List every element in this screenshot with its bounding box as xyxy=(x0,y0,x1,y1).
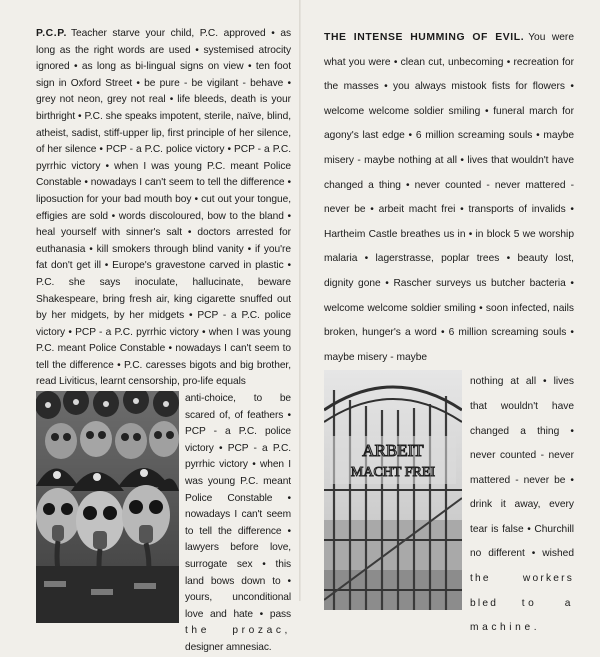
arbeit-macht-frei-gate-photo xyxy=(324,370,462,610)
humming-lyrics-wrap-text xyxy=(470,370,574,641)
humming-lyrics-side: nothing at all • lives that wouldn't have changed a thing • never counted - never mattered - never be • drink it away, every tear is false • Churchill no different • wished xyxy=(470,376,574,560)
gate-sign-arbeit: ARBEIT xyxy=(362,441,424,461)
pcp-lyrics-body: Teacher starve your child, P.C. approved • as long as the right words are used • systemised atrocity ignored • as long as bi-lingual signs on view • ten foot sign in Oxford Street • be pure - be vigilant - behave • grey not neon, grey not real • life bleeds, death is your birthright • P.C. she speaks impotent, sterile, naïve, blind, atheist, sadist, stiff-upper lip, first principle of her silence, of her silence • PCP - a P.C. police victory • PCP - a P.C. pyrrhic victory • when I was young P.C. meant Police Constable • nowadays I can't seem to tell the difference • liposuction for your bad mouth boy • cut out your tongue, effigies are sold • words discoloured, bow to the bland • heal yourself with sinner's salt • doctors arrested for euthanasia • kill smokers through blind vanity • if you're fat don't get ill • Europe's gravestone carved in plastic • P.C. she says inoculate, hallucinate, beware Shakespeare, bring fresh air, king cigarette snuffed out by her midgets, by her midgets • PCP - a P.C. police victory • PCP - a P.C. pyrrhic victory • when I was young P.C. meant Police Constable • nowadays I can't seem to tell the difference • P.C. caresses bigots and big brother, read Liviticus, learnt censorship, pro-life equals xyxy=(36,28,291,388)
police-gas-mask-illustration xyxy=(36,391,179,623)
pcp-lyrics-end: designer amnesiac. xyxy=(185,641,272,653)
humming-title: THE INTENSE HUMMING OF EVIL. xyxy=(324,32,525,43)
right-photo-block xyxy=(324,370,574,634)
pcp-lyrics xyxy=(36,26,291,391)
page-fold-divider xyxy=(299,0,301,601)
humming-lyrics-end: to a machine. xyxy=(470,597,574,634)
humming-lyrics xyxy=(324,26,574,370)
police-gas-mask-photo xyxy=(36,391,179,623)
pcp-lyrics-side: anti-choice, to be scared of, of feathers • PCP - a P.C. police victory • PCP - a P.C. pyrrhic victory • when I was young P.C. meant Police Constable • nowadays I can't seem to tell the difference • lawyers before love, surrogate sex • this land bows down to • yours, unconditional love and hate • pass xyxy=(185,393,291,620)
pcp-title: P.C.P. xyxy=(36,28,67,39)
humming-lyrics-body: You were what you were • clean cut, unbecoming • recreation for the masses • you always mistook fists for flowers • welcome welcome soldier smiling • funeral march for agony's last edge • 6 million screaming souls • maybe misery - maybe nothing at all • lives that wouldn't have changed a thing • never counted - never mattered - never be • arbeit macht frei • transports of invalids • Hartheim Castle breathes us in • in block 5 we worship malaria • lagerstrasse, poplar trees • beauty lost, dignity gone • Rascher surveys us butcher bacteria • welcome welcome soldier smiling • soon infected, nails broken, hunger's a word • 6 million screaming souls • maybe misery - maybe xyxy=(324,32,574,363)
left-photo-block xyxy=(36,391,291,653)
pcp-lyrics-wrap-text xyxy=(185,391,291,657)
left-column xyxy=(36,26,291,653)
gate-sign-macht-frei: MACHT FREI xyxy=(350,465,436,481)
humming-lyrics-spaced: the workers bled xyxy=(470,573,574,609)
gate-illustration xyxy=(324,370,462,610)
right-column xyxy=(324,26,574,634)
pcp-lyrics-spaced: the prozac, xyxy=(185,625,291,637)
